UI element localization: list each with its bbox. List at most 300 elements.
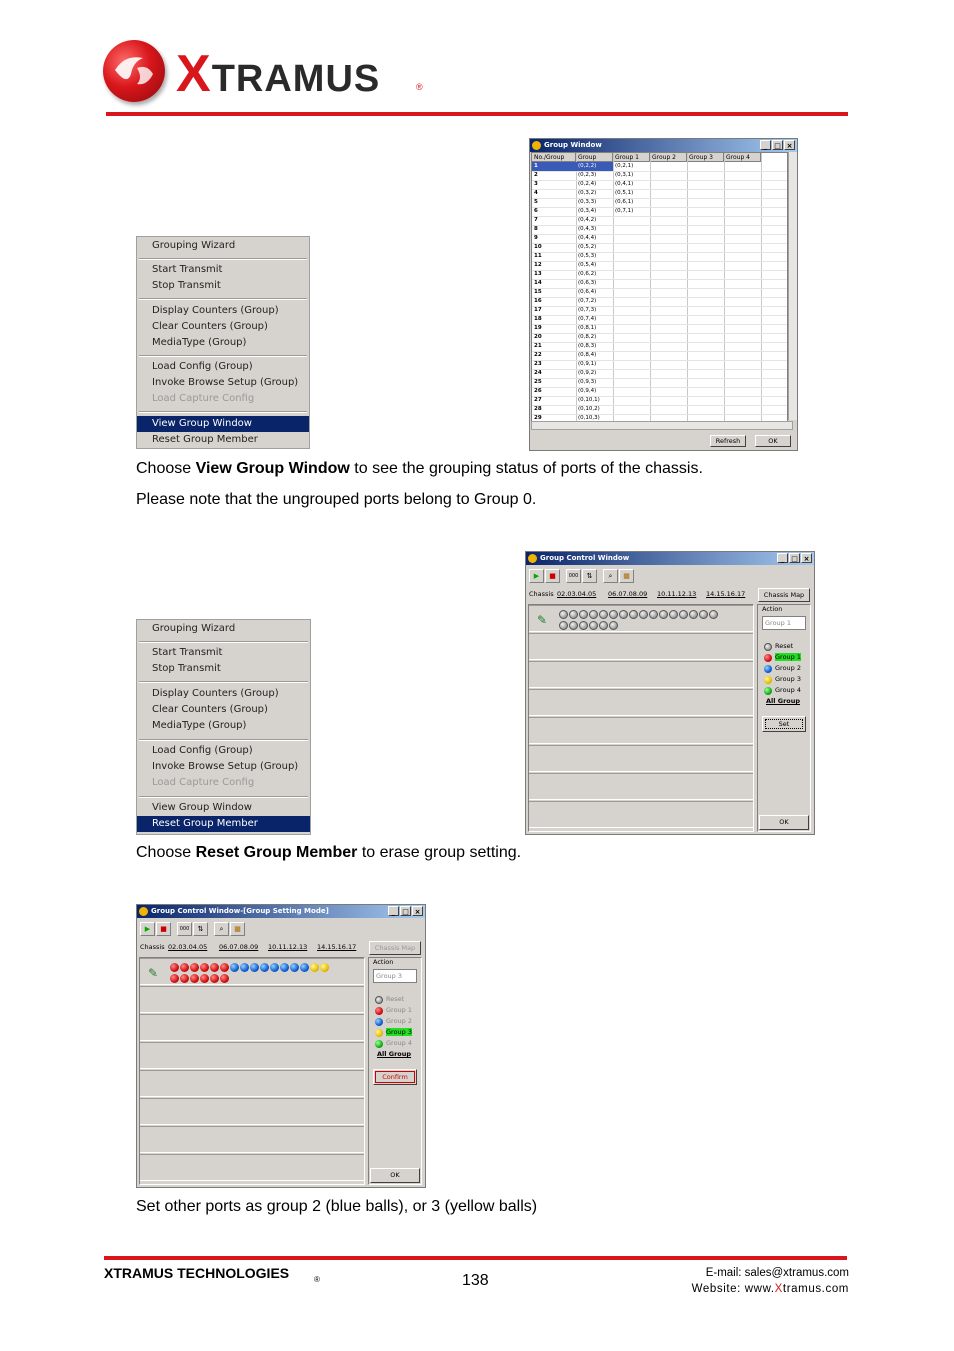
close-icon[interactable]: × xyxy=(801,553,812,563)
maximize-icon[interactable]: □ xyxy=(400,906,411,916)
port-ball-icon[interactable] xyxy=(300,963,309,972)
port-ball-icon[interactable] xyxy=(240,963,249,972)
grid-line xyxy=(532,243,787,244)
row-number[interactable]: 7 xyxy=(534,217,538,223)
chassis-link[interactable]: 14.15.16.17 xyxy=(706,590,746,598)
grid-line xyxy=(532,315,787,316)
menu-item-reset-group-member[interactable]: Reset Group Member xyxy=(137,816,310,832)
logo-registered-mark: ® xyxy=(416,82,423,92)
menu-separator xyxy=(139,796,308,798)
table-cell: (0,6,4) xyxy=(578,289,597,295)
group-ball-icon xyxy=(375,996,383,1004)
magnifier-icon[interactable]: ⌕ xyxy=(603,569,618,583)
grid-line xyxy=(532,261,787,262)
menu-item-reset-group-member[interactable]: Reset Group Member xyxy=(152,434,258,445)
row-number[interactable]: 1 xyxy=(532,162,576,171)
grid-line xyxy=(532,351,787,352)
menu-separator xyxy=(139,258,307,260)
port-ball-icon[interactable] xyxy=(679,610,688,619)
port-ball-icon[interactable] xyxy=(210,974,219,983)
port-ball-icon[interactable] xyxy=(270,963,279,972)
close-icon[interactable]: × xyxy=(784,140,795,150)
row-number[interactable]: 10 xyxy=(534,244,542,250)
legend-label: Group 1 xyxy=(386,1006,412,1014)
legend-group-2[interactable] xyxy=(764,664,801,673)
port-ball-icon[interactable] xyxy=(200,963,209,972)
menu-item-display-counters-group[interactable]: Display Counters (Group) xyxy=(152,688,279,699)
vertical-scrollbar[interactable] xyxy=(788,152,797,420)
row-number[interactable]: 20 xyxy=(534,334,542,340)
port-ball-icon[interactable] xyxy=(320,963,329,972)
header-divider xyxy=(106,112,848,116)
menu-item-stop-transmit[interactable]: Stop Transmit xyxy=(152,663,221,674)
chassis-link[interactable]: 10.11.12.13 xyxy=(657,590,697,598)
legend-group-1[interactable] xyxy=(375,1006,412,1015)
legend-group-4[interactable] xyxy=(764,686,801,695)
table-cell: (0,3,3) xyxy=(578,199,597,205)
grid-line xyxy=(532,342,787,343)
browse-icon[interactable]: ▦ xyxy=(230,922,245,936)
table-cell: (0,10,1) xyxy=(578,397,600,403)
row-number[interactable]: 26 xyxy=(534,388,542,394)
menu-separator xyxy=(139,298,307,300)
grid-line xyxy=(532,297,787,298)
set-button[interactable]: Set xyxy=(762,716,806,732)
menu-separator xyxy=(139,641,308,643)
menu-separator xyxy=(139,411,307,413)
row-number[interactable]: 4 xyxy=(534,190,538,196)
chassis-row[interactable] xyxy=(140,1014,364,1041)
menu-item-display-counters-group[interactable]: Display Counters (Group) xyxy=(152,305,279,316)
grid-line xyxy=(532,171,787,172)
grid-line xyxy=(650,153,651,421)
port-ball-icon[interactable] xyxy=(589,610,598,619)
menu-item-load-config-group[interactable]: Load Config (Group) xyxy=(152,745,253,756)
group-control-window xyxy=(525,551,815,835)
edit-pencil-icon[interactable]: ✎ xyxy=(537,613,548,627)
table-cell: (0,9,4) xyxy=(578,388,597,394)
grid-line xyxy=(532,414,787,415)
legend-group-1[interactable] xyxy=(764,653,801,662)
chassis-link[interactable]: 14.15.16.17 xyxy=(317,943,357,951)
row-number[interactable]: 14 xyxy=(534,280,542,286)
port-ball-icon[interactable] xyxy=(689,610,698,619)
chassis-row[interactable] xyxy=(140,1154,364,1181)
row-number[interactable]: 15 xyxy=(534,289,542,295)
port-ball-icon[interactable] xyxy=(609,610,618,619)
edit-pencil-icon[interactable]: ✎ xyxy=(148,966,159,980)
port-ball-icon[interactable] xyxy=(310,963,319,972)
row-number[interactable]: 5 xyxy=(534,199,538,205)
table-cell: (0,9,1) xyxy=(578,361,597,367)
port-ball-icon[interactable] xyxy=(190,963,199,972)
paragraph-set-groups: Set other ports as group 2 (blue balls), or 3 (yellow balls) xyxy=(136,1198,538,1215)
footer-company: XTRAMUS TECHNOLOGIES xyxy=(104,1265,290,1281)
menu-item-view-group-window[interactable]: View Group Window xyxy=(137,416,309,432)
ok-button[interactable]: OK xyxy=(755,435,791,447)
action-value-field[interactable]: Group 3 xyxy=(373,969,417,983)
grid-line xyxy=(532,360,787,361)
grid-line xyxy=(687,153,688,421)
action-label: Action xyxy=(762,605,783,613)
port-ball-icon[interactable] xyxy=(190,974,199,983)
menu-separator xyxy=(139,355,307,357)
column-header[interactable]: Group xyxy=(576,153,613,162)
table-cell: (0,5,3) xyxy=(578,253,597,259)
chassis-link[interactable]: 06.07.08.09 xyxy=(608,590,648,598)
port-ball-icon[interactable] xyxy=(180,974,189,983)
port-ball-icon[interactable] xyxy=(649,610,658,619)
chassis-row[interactable] xyxy=(140,1042,364,1069)
grid-line xyxy=(532,387,787,388)
control-window-titlebar xyxy=(526,552,814,565)
row-number[interactable]: 21 xyxy=(534,343,542,349)
table-cell: (0,5,4) xyxy=(578,262,597,268)
footer-email: E-mail: sales@xtramus.com xyxy=(705,1267,849,1279)
grid-line xyxy=(532,180,787,181)
chassis-map-button[interactable]: Chassis Map xyxy=(758,588,810,602)
column-header[interactable]: Group 1 xyxy=(613,153,650,162)
column-header[interactable]: Group 2 xyxy=(650,153,687,162)
port-ball-icon[interactable] xyxy=(629,610,638,619)
legend-label: Group 1 xyxy=(775,653,801,661)
chassis-label: Chassis xyxy=(140,943,165,951)
minimize-icon[interactable]: _ xyxy=(388,906,399,916)
settings-icon[interactable]: ⇅ xyxy=(193,922,208,936)
refresh-button[interactable]: Refresh xyxy=(710,435,746,447)
window-title: Group Control Window-[Group Setting Mode] xyxy=(151,907,329,915)
row-number[interactable]: 11 xyxy=(534,253,542,259)
port-ball-icon[interactable] xyxy=(230,963,239,972)
ok-button[interactable]: OK xyxy=(759,815,809,830)
row-number[interactable]: 24 xyxy=(534,370,542,376)
legend-group-3[interactable] xyxy=(375,1028,412,1037)
row-number[interactable]: 19 xyxy=(534,325,542,331)
page-number: 138 xyxy=(462,1272,489,1289)
group-table xyxy=(531,152,788,422)
menu-item-load-capture-config: Load Capture Config xyxy=(152,777,255,788)
table-cell: (0,7,3) xyxy=(578,307,597,313)
maximize-icon[interactable]: □ xyxy=(772,140,783,150)
menu-item-load-config-group[interactable]: Load Config (Group) xyxy=(152,361,253,372)
port-ball-icon[interactable] xyxy=(569,610,578,619)
port-ball-icon[interactable] xyxy=(180,963,189,972)
grid-line xyxy=(761,153,762,421)
start-transmit-icon[interactable]: ▶ xyxy=(529,569,544,583)
table-cell: (0,8,3) xyxy=(578,343,597,349)
port-ball-icon[interactable] xyxy=(569,621,578,630)
port-ball-icon[interactable] xyxy=(579,621,588,630)
port-ball-icon[interactable] xyxy=(170,963,179,972)
chassis-link[interactable]: 02.03.04.05 xyxy=(168,943,208,951)
port-ball-icon[interactable] xyxy=(609,621,618,630)
table-cell: (0,3,2) xyxy=(578,190,597,196)
port-ball-icon[interactable] xyxy=(599,621,608,630)
table-cell: (0,2,4) xyxy=(578,181,597,187)
chassis-row[interactable] xyxy=(529,745,753,772)
row-number[interactable]: 9 xyxy=(534,235,538,241)
port-ball-icon[interactable] xyxy=(659,610,668,619)
footer-registered-mark: ® xyxy=(314,1275,320,1284)
chassis-link[interactable]: 10.11.12.13 xyxy=(268,943,308,951)
chassis-row[interactable] xyxy=(529,801,753,828)
port-ball-icon[interactable] xyxy=(290,963,299,972)
window-title: Group Control Window xyxy=(540,554,630,562)
chassis-link[interactable]: 06.07.08.09 xyxy=(219,943,259,951)
row-number[interactable]: 29 xyxy=(534,415,542,421)
table-cell: (0,7,2) xyxy=(578,298,597,304)
menu-item-invoke-browse-setup-group[interactable]: Invoke Browse Setup (Group) xyxy=(152,761,299,772)
setting-window-titlebar xyxy=(137,905,425,918)
grid-line xyxy=(532,324,787,325)
table-cell: (0,9,2) xyxy=(578,370,597,376)
menu-item-stop-transmit[interactable]: Stop Transmit xyxy=(152,280,221,291)
chassis-row[interactable] xyxy=(140,1098,364,1125)
row-number[interactable]: 16 xyxy=(534,298,542,304)
chassis-link[interactable]: 02.03.04.05 xyxy=(557,590,597,598)
grid-line xyxy=(532,369,787,370)
port-ball-icon[interactable] xyxy=(589,621,598,630)
grid-line xyxy=(532,288,787,289)
grid-line xyxy=(532,333,787,334)
minimize-icon[interactable]: _ xyxy=(760,140,771,150)
legend-label: Group 3 xyxy=(386,1028,412,1036)
port-ball-icon[interactable] xyxy=(669,610,678,619)
paragraph-reset-group: Choose Reset Group Member to erase group setting. xyxy=(136,844,522,861)
group-ball-icon xyxy=(764,665,772,673)
row-number[interactable]: 28 xyxy=(534,406,542,412)
table-cell: (0,7,4) xyxy=(578,316,597,322)
row-number[interactable]: 12 xyxy=(534,262,542,268)
grid-line xyxy=(532,189,787,190)
legend-label: All Group xyxy=(766,697,801,705)
chassis-row[interactable] xyxy=(529,661,753,688)
port-ball-icon[interactable] xyxy=(559,621,568,630)
column-header[interactable]: No./Group xyxy=(532,153,576,162)
port-ball-icon[interactable] xyxy=(220,963,229,972)
group-ball-icon xyxy=(375,1007,383,1015)
legend-label: Group 3 xyxy=(775,675,801,683)
port-ball-icon[interactable] xyxy=(260,963,269,972)
table-cell: (0,6,1) xyxy=(615,199,634,205)
grid-line xyxy=(532,279,787,280)
menu-item-start-transmit[interactable]: Start Transmit xyxy=(152,647,223,658)
action-value-field[interactable]: Group 1 xyxy=(762,616,806,630)
legend-label: Group 2 xyxy=(775,664,801,672)
row-number[interactable]: 18 xyxy=(534,316,542,322)
menu-item-invoke-browse-setup-group[interactable]: Invoke Browse Setup (Group) xyxy=(152,377,299,388)
port-ball-icon[interactable] xyxy=(709,610,718,619)
menu-item-view-group-window[interactable]: View Group Window xyxy=(152,802,252,813)
table-cell: (0,6,3) xyxy=(578,280,597,286)
port-ball-icon[interactable] xyxy=(559,610,568,619)
group-setting-window xyxy=(136,904,426,1188)
start-transmit-icon[interactable]: ▶ xyxy=(140,922,155,936)
table-cell: (0,8,4) xyxy=(578,352,597,358)
chassis-map-button[interactable]: Chassis Map xyxy=(369,941,421,955)
port-ball-icon[interactable] xyxy=(699,610,708,619)
group-ball-icon xyxy=(375,1029,383,1037)
menu-item-mediatype-group[interactable]: MediaType (Group) xyxy=(152,720,247,731)
port-ball-icon[interactable] xyxy=(579,610,588,619)
legend-group-4[interactable] xyxy=(375,1039,412,1048)
counters-icon[interactable]: 000 xyxy=(177,922,192,936)
chassis-row[interactable] xyxy=(140,1070,364,1097)
grid-line xyxy=(532,396,787,397)
legend-label: Reset xyxy=(775,642,794,650)
table-cell: (0,4,3) xyxy=(578,226,597,232)
grid-line xyxy=(532,207,787,208)
table-cell: (0,10,3) xyxy=(578,415,600,421)
table-cell: (0,5,2) xyxy=(578,244,597,250)
legend-label: Group 2 xyxy=(386,1017,412,1025)
row-number[interactable]: 23 xyxy=(534,361,542,367)
stop-transmit-icon[interactable]: ■ xyxy=(156,922,171,936)
minimize-icon[interactable]: _ xyxy=(777,553,788,563)
chassis-label: Chassis xyxy=(529,590,554,598)
legend-group-2[interactable] xyxy=(375,1017,412,1026)
menu-item-load-capture-config: Load Capture Config xyxy=(152,393,255,404)
app-icon xyxy=(532,141,541,150)
column-header[interactable]: Group 4 xyxy=(724,153,761,162)
table-cell: (0,2,3) xyxy=(578,172,597,178)
port-ball-icon[interactable] xyxy=(280,963,289,972)
chassis-row[interactable] xyxy=(529,773,753,800)
group-window-titlebar xyxy=(530,139,797,152)
legend-group-3[interactable] xyxy=(764,675,801,684)
paragraph-group0-note: Please note that the ungrouped ports belong to Group 0. xyxy=(136,491,537,508)
row-number[interactable]: 27 xyxy=(534,397,542,403)
grid-line xyxy=(724,153,725,421)
menu-item-start-transmit[interactable]: Start Transmit xyxy=(152,264,223,275)
legend-label: Reset xyxy=(386,995,405,1003)
legend-all-group[interactable] xyxy=(764,697,800,706)
group-ball-icon xyxy=(764,687,772,695)
magnifier-icon[interactable]: ⌕ xyxy=(214,922,229,936)
chassis-row[interactable] xyxy=(529,689,753,716)
chassis-rows-panel xyxy=(139,957,365,1185)
table-cell: (0,2,1) xyxy=(615,163,634,169)
close-icon[interactable]: × xyxy=(412,906,423,916)
table-cell: (0,10,2) xyxy=(578,406,600,412)
port-ball-icon[interactable] xyxy=(250,963,259,972)
stop-transmit-icon[interactable]: ■ xyxy=(545,569,560,583)
legend-label: Group 4 xyxy=(775,686,801,694)
ok-button[interactable]: OK xyxy=(370,1168,420,1183)
port-ball-icon[interactable] xyxy=(599,610,608,619)
grid-line xyxy=(532,306,787,307)
menu-item-clear-counters-group[interactable]: Clear Counters (Group) xyxy=(152,704,268,715)
group-ball-icon xyxy=(375,1018,383,1026)
grid-line xyxy=(532,216,787,217)
grid-line xyxy=(532,270,787,271)
paragraph-view-group: Choose View Group Window to see the grouping status of ports of the chassis. xyxy=(136,460,703,477)
table-cell: (0,4,2) xyxy=(578,217,597,223)
action-label: Action xyxy=(373,958,394,966)
row-number[interactable]: 22 xyxy=(534,352,542,358)
menu-item-mediatype-group[interactable]: MediaType (Group) xyxy=(152,337,247,348)
group-window xyxy=(529,138,798,451)
horizontal-scrollbar[interactable] xyxy=(531,421,793,430)
window-title: Group Window xyxy=(544,141,602,149)
grid-line xyxy=(532,405,787,406)
menu-item-grouping-wizard[interactable]: Grouping Wizard xyxy=(152,623,236,634)
table-cell: (0,2,2) xyxy=(576,162,613,171)
legend-label: All Group xyxy=(377,1050,412,1058)
row-number[interactable]: 8 xyxy=(534,226,538,232)
confirm-button[interactable]: Confirm xyxy=(373,1069,417,1085)
chassis-row[interactable] xyxy=(529,717,753,744)
table-cell: (0,5,1) xyxy=(615,190,634,196)
menu-item-clear-counters-group[interactable]: Clear Counters (Group) xyxy=(152,321,268,332)
menu-separator xyxy=(139,739,308,741)
chassis-row[interactable] xyxy=(140,986,364,1013)
table-cell: (0,6,2) xyxy=(578,271,597,277)
context-menu-reset-group xyxy=(136,619,311,835)
app-icon xyxy=(528,554,537,563)
grid-line xyxy=(532,225,787,226)
legend-all-group[interactable] xyxy=(375,1050,411,1059)
menu-separator xyxy=(139,681,308,683)
legend-reset[interactable] xyxy=(375,995,404,1004)
grid-line xyxy=(532,234,787,235)
table-cell: (0,7,1) xyxy=(615,208,634,214)
table-cell: (0,8,2) xyxy=(578,334,597,340)
table-cell: (0,4,4) xyxy=(578,235,597,241)
footer-website: Website: www.Xtramus.com xyxy=(691,1283,849,1295)
port-ball-icon[interactable] xyxy=(200,974,209,983)
app-icon xyxy=(139,907,148,916)
row-number[interactable]: 13 xyxy=(534,271,542,277)
grid-line xyxy=(532,252,787,253)
chassis-row[interactable] xyxy=(140,1126,364,1153)
menu-item-grouping-wizard[interactable]: Grouping Wizard xyxy=(152,240,236,251)
legend-label: Group 4 xyxy=(386,1039,412,1047)
port-ball-icon[interactable] xyxy=(170,974,179,983)
logo-ball-icon xyxy=(103,40,165,102)
column-header[interactable]: Group 3 xyxy=(687,153,724,162)
counters-icon[interactable]: 000 xyxy=(566,569,581,583)
port-ball-icon[interactable] xyxy=(220,974,229,983)
table-cell: (0,9,3) xyxy=(578,379,597,385)
group-ball-icon xyxy=(764,654,772,662)
port-ball-icon[interactable] xyxy=(619,610,628,619)
port-ball-icon[interactable] xyxy=(639,610,648,619)
port-ball-icon[interactable] xyxy=(210,963,219,972)
chassis-row[interactable] xyxy=(529,633,753,660)
footer-divider xyxy=(104,1256,847,1260)
legend-reset[interactable] xyxy=(764,642,793,651)
row-number[interactable]: 6 xyxy=(534,208,538,214)
context-menu-view-group xyxy=(136,236,310,449)
group-ball-icon xyxy=(375,1040,383,1048)
row-number[interactable]: 2 xyxy=(534,172,538,178)
browse-icon[interactable]: ▦ xyxy=(619,569,634,583)
maximize-icon[interactable]: □ xyxy=(789,553,800,563)
settings-icon[interactable]: ⇅ xyxy=(582,569,597,583)
group-ball-icon xyxy=(764,676,772,684)
table-cell: (0,3,4) xyxy=(578,208,597,214)
chassis-rows-panel xyxy=(528,604,754,832)
row-number[interactable]: 17 xyxy=(534,307,542,313)
logo-wordmark: XTRAMUS xyxy=(176,45,381,103)
row-number[interactable]: 3 xyxy=(534,181,538,187)
group-ball-icon xyxy=(764,643,772,651)
grid-line xyxy=(532,378,787,379)
row-number[interactable]: 25 xyxy=(534,379,542,385)
grid-line xyxy=(532,198,787,199)
table-cell: (0,8,1) xyxy=(578,325,597,331)
